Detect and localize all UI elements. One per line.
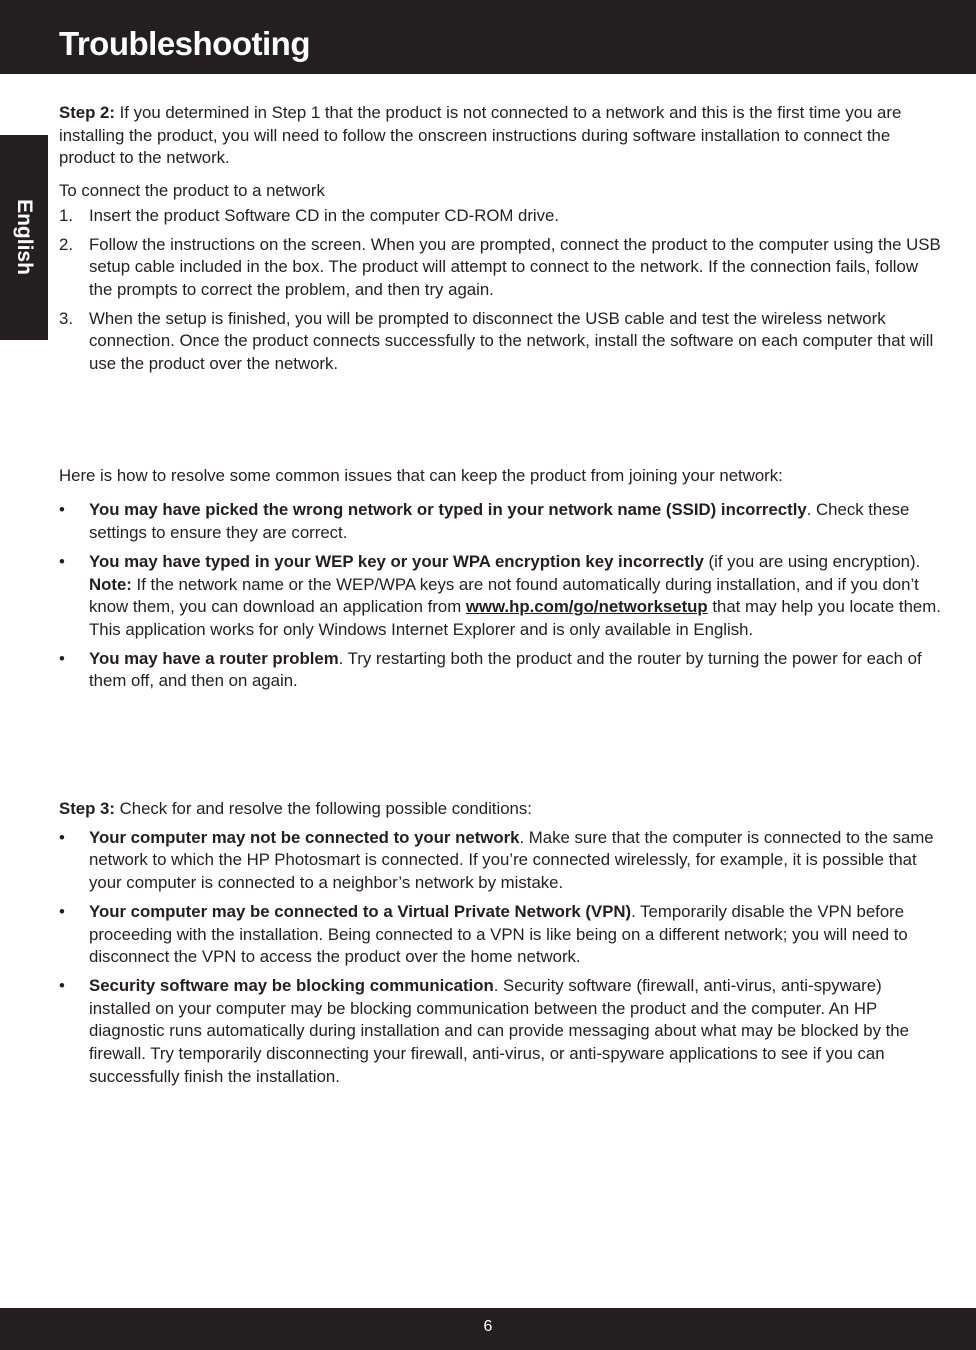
list-item	[59, 308, 945, 376]
list-number: 2.	[59, 234, 73, 254]
condition-title: Security software may be blocking communication	[89, 975, 494, 995]
note-tail: that may help you locate them. This application works for only Windows Internet Explorer and is only available in English.	[89, 597, 941, 639]
list-item	[59, 499, 945, 544]
condition-title: Your computer may be connected to a Virtual Private Network (VPN)	[89, 901, 632, 921]
condition-text: . Security software (firewall, anti-virus, anti-spyware) installed on your computer may be blocking communication between the product and the computer. An HP diagnostic runs automatically during installation and can provide messaging about what may be blocked by the firewall. Try temporarily disconnecting your firewall, anti-virus, or anti-spyware applications to see if you can successfully finish the installation.	[89, 975, 909, 1086]
step-2-label: Step 2:	[59, 103, 115, 122]
issue-text: (if you are using encryption).	[703, 551, 921, 571]
list-number: 1.	[59, 205, 73, 225]
page-number: 6	[483, 1318, 493, 1335]
issue-text: . Check these settings to ensure they are correct.	[89, 500, 910, 543]
connect-heading: To connect the product to a network	[59, 181, 325, 201]
bullet-icon: •	[59, 975, 65, 995]
step-3-text: Check for and resolve the following possible conditions:	[114, 799, 532, 819]
language-tab	[0, 135, 48, 340]
list-item-text: Follow the instructions on the screen. When you are prompted, connect the product to the computer using the USB setup cable included in the box. The product will attempt to connect to the network. If the connection fails, follow the prompts to correct the problem, and then try again.	[89, 234, 941, 299]
issue-title: You may have a router problem	[89, 648, 339, 668]
page-header	[0, 0, 976, 74]
list-item-text: When the setup is finished, you will be prompted to disconnect the USB cable and test the wireless network connection. Once the product connects successfully to the network, install the software on each computer that will use the product over the network.	[89, 308, 934, 374]
bullet-icon: •	[59, 500, 65, 520]
common-issues-section	[59, 465, 945, 693]
bullet-icon: •	[59, 901, 65, 921]
note-text: If the network name or the WEP/WPA keys are not found automatically during installation, and if you don’t know them, you can download an application from	[89, 574, 919, 617]
note-label: Note:	[89, 574, 132, 594]
issue-title: You may have picked the wrong network or typed in your network name (SSID) incorrectly	[89, 500, 807, 520]
page-footer	[0, 1308, 976, 1350]
bullet-icon: •	[59, 827, 65, 847]
networksetup-link[interactable]: www.hp.com/go/networksetup	[465, 597, 708, 617]
step-3-label: Step 3:	[59, 799, 115, 819]
issue-title: You may have typed in your WEP key or your WPA encryption key incorrectly	[89, 551, 704, 571]
condition-text: . Make sure that the computer is connected to the same network to which the HP Photosmart is connected. If you’re connected wirelessly, for example, it is possible that your computer is connected to a neighbor’s network by mistake.	[89, 827, 934, 893]
list-item-text: Insert the product Software CD in the computer CD-ROM drive.	[89, 205, 560, 225]
list-number: 3.	[59, 308, 73, 328]
connect-steps-list	[59, 205, 945, 376]
list-item	[59, 205, 945, 228]
step-3-paragraph	[59, 798, 945, 821]
list-item	[59, 234, 945, 302]
issue-text: . Try restarting both the product and the router by turning the power for each of them off, and then on again.	[89, 648, 922, 691]
list-item	[59, 975, 945, 1089]
list-item	[59, 551, 945, 642]
language-label: English	[13, 199, 36, 275]
condition-title: Your computer may not be connected to your network	[89, 827, 520, 847]
list-item	[59, 648, 945, 693]
main-content	[59, 102, 945, 1089]
bullet-icon: •	[59, 648, 65, 668]
issues-list	[59, 499, 945, 693]
step-3-section	[59, 798, 945, 1088]
list-item	[59, 901, 945, 969]
step-2-paragraph	[59, 102, 945, 170]
page-title: Troubleshooting	[59, 25, 310, 62]
list-item	[59, 827, 945, 895]
bullet-icon: •	[59, 551, 65, 571]
conditions-list	[59, 827, 945, 1089]
step-2-text: If you determined in Step 1 that the product is not connected to a network and this is the first time you are installing the product, you will need to follow the onscreen instructions during software installation to connect the product to the network.	[59, 103, 902, 168]
issues-intro: Here is how to resolve some common issues that can keep the product from joining your network:	[59, 465, 783, 485]
condition-text: . Temporarily disable the VPN before proceeding with the installation. Being connected to a VPN is like being on a different network; you will need to disconnect the VPN to access the product over the home network.	[89, 901, 908, 967]
